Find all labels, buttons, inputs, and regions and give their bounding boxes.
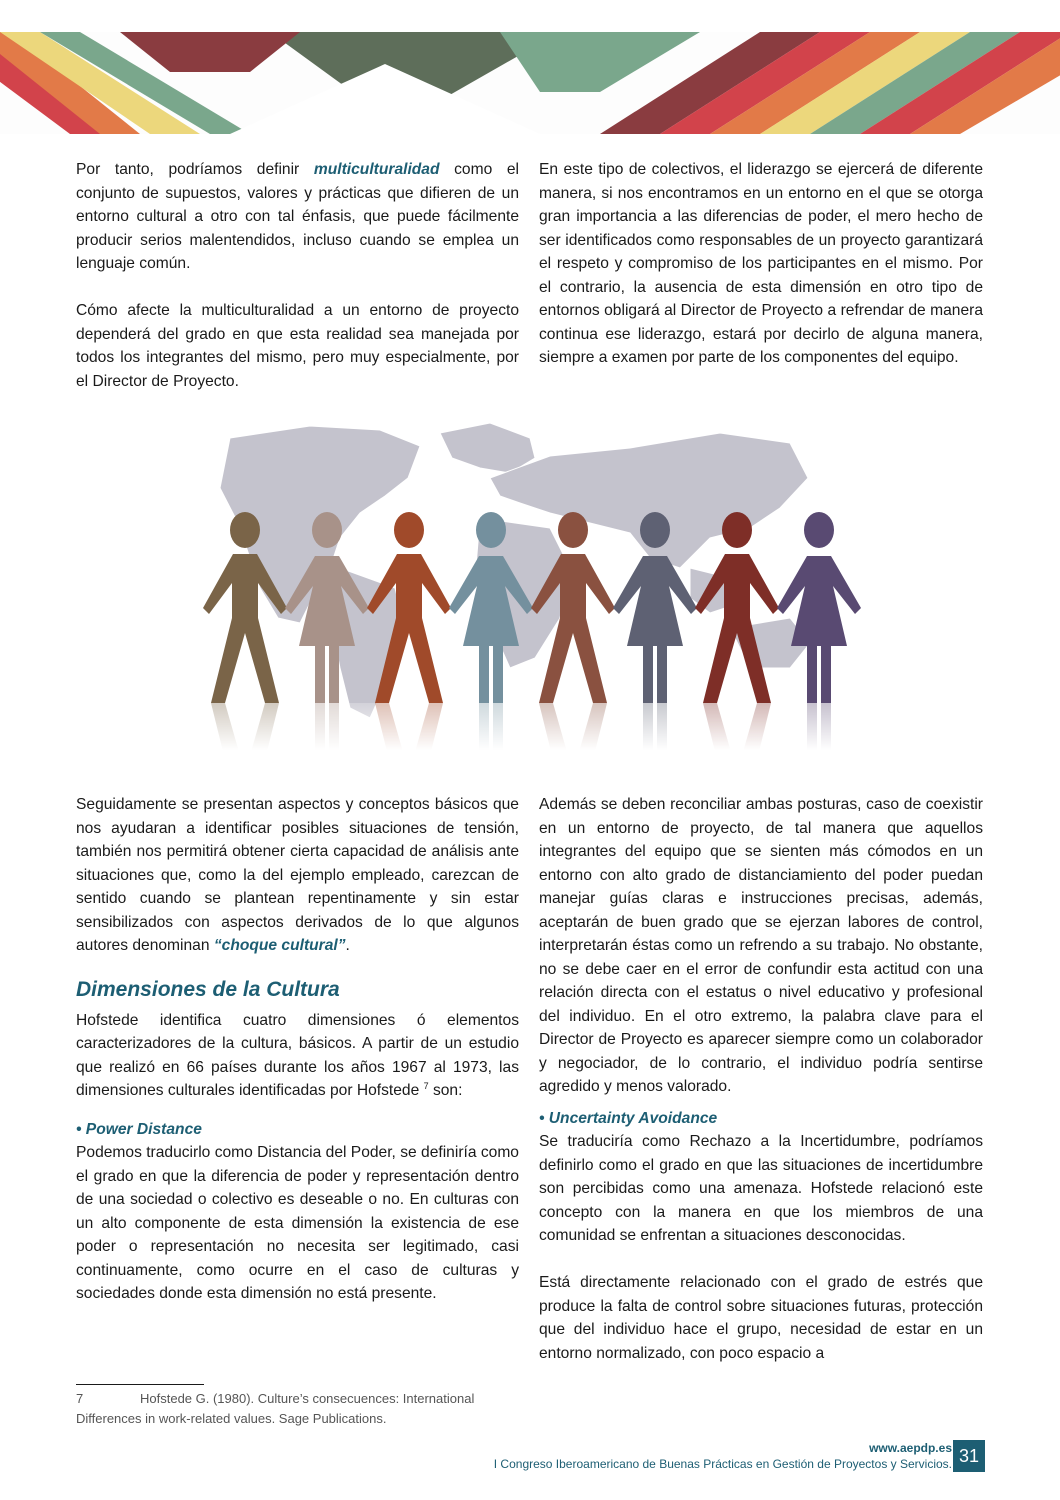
subheading-power-distance: • Power Distance <box>76 1120 202 1138</box>
paragraph-ademas: Además se deben reconciliar ambas posturas, caso de coexistir en un entorno de proyecto, de tal manera que aquellos integrantes del equipo que se sienten más cómodos en un entorno con alto grado de distanciamiento del poder puedan manejar guías claras e instrucciones precisas, además, aceptarán de buen grado que se ejerzan labores de control, interpretarán éstas como un refrendo a su trabajo. No obstante, no se debe caer en el error de confundir esta actitud con una relación directa con el estatus o nivel educativo y profesional del individuo. En el otro extremo, la palabra clave para el Director de Proyecto es aparecer siempre como un colaborador y negociador, de lo contrario, el individuo podría sentirse agredido y menos valorado. <box>539 796 983 1095</box>
section-heading-dimensiones: Dimensiones de la Cultura <box>76 977 340 1001</box>
decorative-ribbon-banner <box>0 32 1060 134</box>
page-footer <box>494 1440 952 1472</box>
footnote-divider <box>76 1384 204 1385</box>
footer-website-link[interactable]: www.aepdp.es <box>869 1441 952 1455</box>
column-top-right <box>539 158 983 370</box>
footer-congress-title: I Congreso Iberoamericano de Buenas Prácticas en Gestión de Proyectos y Servicios. <box>493 1457 952 1471</box>
footnote-reference: 7 <box>423 1080 429 1091</box>
paragraph-estres: Está directamente relacionado con el grado de estrés que produce la falta de control sobre situaciones futuras, protección que del individuo hace el grupo, necesidad de estar en un entorno normalizado, con poco espacio a <box>539 1274 983 1362</box>
paragraph-uncertainty-avoidance: Se traduciría como Rechazo a la Incertidumbre, podríamos definirlo como el grado en que las situaciones de incertidumbre son percibidas como una amenaza. Hofstede relacionó este concepto con la manera en que los miembros de una comunidad se enfrentan a situaciones desconocidas. <box>539 1133 983 1244</box>
paragraph-power-distance: Podemos traducirlo como Distancia del Poder, se definiría como el grado en que la diferencia de poder y representación dentro de una sociedad o colectivo es deseable o no. En culturas con un alto componente de esta dimensión la existencia de ese poder o representación no necesita ser legitimado, casi continuamente, como ocurre en el caso de culturas y sociedades donde esta dimensión no está presente. <box>76 1144 519 1302</box>
paragraph-hofstede: Hofstede identifica cuatro dimensiones ó elementos caracterizadores de la cultura, básicos. A partir de un estudio que realizó en 66 países durante los años 1967 al 1973, las dimensiones culturales identificadas por Hofstede $^7$ son: <box>76 1011 519 1099</box>
column-bottom-right <box>539 793 983 1365</box>
paragraph-seguidamente: Seguidamente se presentan aspectos y conceptos básicos que nos ayudaran a identificar posibles situaciones de tensión, también nos permitirá obtener cierta capacidad de análisis ante situaciones que, como la del ejemplo empleado, carezcan de sentido cuando se plantean repentinamente y sin estar sensibilizados con aspectos derivados de lo que algunos autores denominan “choque cultural”. <box>76 796 519 954</box>
paragraph-multiculturalidad: Por tanto, podríamos definir multiculturalidad como el conjunto de supuestos, valores y prácticas que difieren de un entorno cultural a otro con tal énfasis, que puede fácilmente producir serios malentendidos, incluso cuando se emplea un lenguaje común. <box>76 161 520 272</box>
person-figure-8 <box>777 512 861 703</box>
column-bottom-left <box>76 793 519 1306</box>
paragraph-liderazgo: En este tipo de colectivos, el liderazgo se ejercerá de diferente manera, si nos encontramos en un entorno en el que se otorga gran importancia a las diferencias de poder, el mero hecho de ser identificados como responsables de un proyecto garantizará el respeto y compromiso de los participantes en el mismo. Por el contrario, la ausencia de esta dimensión en otro tipo de entornos obligará al Director de Proyecto a refrendar de manera continua ese liderazgo, estará por decirlo de alguna manera, siempre a examen por parte de los componentes del equipo. <box>539 161 983 366</box>
subheading-uncertainty-avoidance: • Uncertainty Avoidance <box>539 1109 718 1127</box>
keyword-multiculturalidad: multiculturalidad <box>313 161 440 178</box>
footnote-text: Hofstede G. (1980). Culture’s consecuences: International Differences in work-related values. Sage Publications. <box>76 1391 475 1426</box>
paragraph-como-afecte: Cómo afecte la multiculturalidad a un entorno de proyecto dependerá del grado en que esta realidad sea manejada por todos los integrantes del mismo, pero muy especialmente, por el Director de Proyecto. <box>76 302 519 390</box>
footnote-number: 7 <box>76 1391 84 1406</box>
page-number: 31 <box>953 1440 985 1472</box>
column-top-left <box>76 158 519 393</box>
footnote <box>76 1389 520 1429</box>
keyword-choque-cultural: “choque cultural” <box>213 937 346 954</box>
world-map-people-illustration <box>190 418 870 750</box>
